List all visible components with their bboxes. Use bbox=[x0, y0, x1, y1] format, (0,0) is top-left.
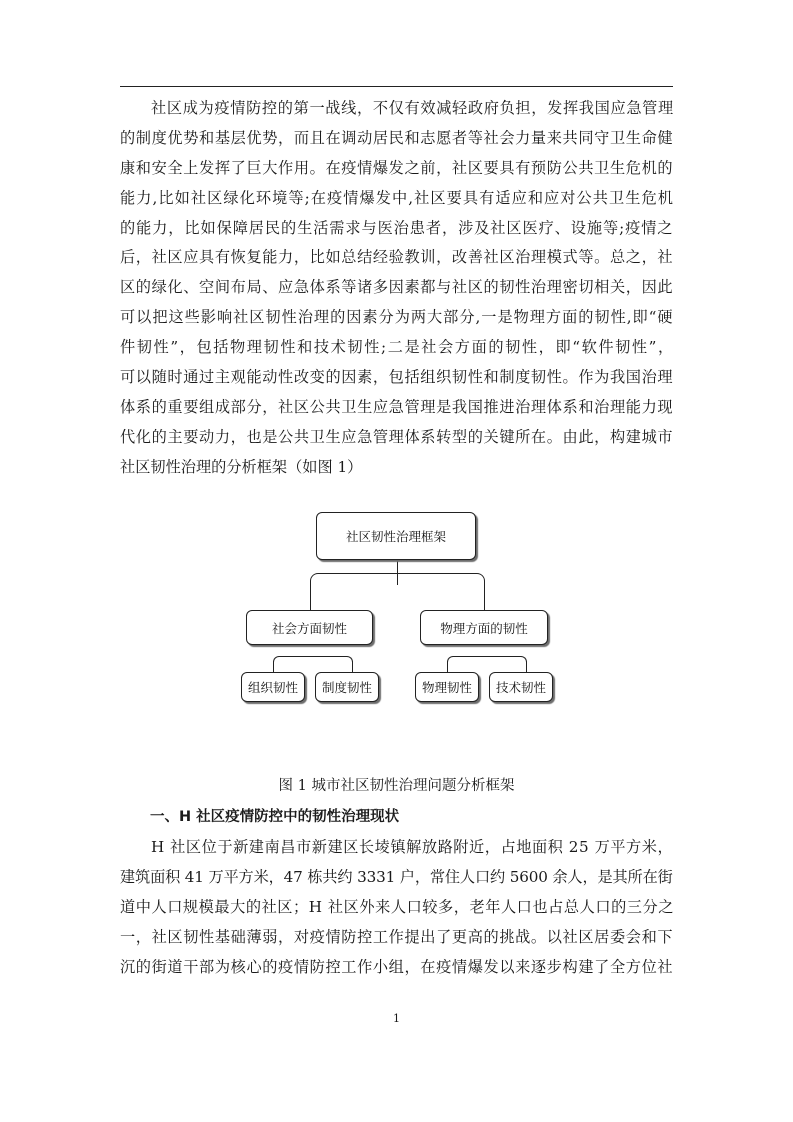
diagram-leaf-technical: 技术韧性 bbox=[489, 672, 553, 702]
diagram-leaf-physical: 物理韧性 bbox=[415, 672, 479, 702]
text-line: 康和安全上发挥了巨大作用。在疫情爆发之前，社区要具有预防公共卫生危机的 bbox=[120, 158, 674, 177]
framework-diagram bbox=[237, 512, 557, 707]
text-line: 一，社区韧性基础薄弱，对疫情防控工作提出了更高的挑战。以社区居委会和下 bbox=[120, 927, 674, 946]
text-line: 的制度优势和基层优势，而且在调动居民和志愿者等社会力量来共同守卫生命健 bbox=[120, 128, 674, 147]
text-line: 体系的重要组成部分，社区公共卫生应急管理是我国推进治理体系和治理能力现 bbox=[120, 397, 674, 416]
text-line: 建筑面积 41 万平方米，47 栋共约 3331 户，常住人口约 5600 余人，是其所在街 bbox=[120, 867, 673, 886]
connector-branch-bracket bbox=[310, 573, 485, 611]
text-line: 社区成为疫情防控的第一战线，不仅有效减轻政府负担，发挥我国应急管理 bbox=[151, 99, 674, 117]
text-line: 沉的街道干部为核心的疫情防控工作小组，在疫情爆发以来逐步构建了全方位社 bbox=[120, 957, 674, 976]
figure-caption: 图 1 城市社区韧性治理问题分析框架 bbox=[278, 778, 515, 794]
text-line: 件韧性”，包括物理韧性和技术韧性;二是社会方面的韧性，即“软件韧性”， bbox=[120, 338, 675, 357]
connector-right-bracket bbox=[447, 656, 527, 672]
text-line: 可以随时通过主观能动性改变的因素，包括组织韧性和制度韧性。作为我国治理 bbox=[120, 368, 674, 387]
text-line: 能力,比如社区绿化环境等;在疫情爆发中,社区要具有适应和应对公共卫生危机 bbox=[120, 188, 675, 207]
text-line: 社区韧性治理的分析框架（如图 1） bbox=[120, 457, 363, 476]
text-line: 道中人口规模最大的社区；H 社区外来人口较多，老年人口也占总人口的三分之 bbox=[120, 897, 674, 916]
text-line: 区的绿化、空间布局、应急体系等诸多因素都与社区的韧性治理密切相关，因此 bbox=[120, 278, 674, 297]
diagram-leaf-institution: 制度韧性 bbox=[315, 672, 379, 702]
text-line: H 社区位于新建南昌市新建区长堎镇解放路附近，占地面积 25 万平方米， bbox=[151, 838, 674, 856]
text-line: 的能力，比如保障居民的生活需求与医治患者，涉及社区医疗、设施等;疫情之 bbox=[120, 218, 674, 237]
page-number: 1 bbox=[393, 1012, 400, 1025]
diagram-root-node: 社区韧性治理框架 bbox=[316, 512, 476, 560]
text-line: 可以把这些影响社区韧性治理的因素分为两大部分,一是物理方面的韧性,即“硬 bbox=[120, 308, 674, 327]
body-paragraph-2 bbox=[120, 833, 673, 982]
text-line: 代化的主要动力，也是公共卫生应急管理体系转型的关键所在。由此，构建城市 bbox=[120, 427, 674, 446]
diagram-leaf-organization: 组织韧性 bbox=[241, 672, 305, 702]
header-rule bbox=[120, 86, 673, 87]
text-line: 后，社区应具有恢复能力，比如总结经验教训，改善社区治理模式等。总之，社 bbox=[120, 248, 674, 267]
section-heading: 一、H 社区疫情防控中的韧性治理现状 bbox=[150, 809, 400, 825]
body-paragraph-1 bbox=[120, 94, 673, 483]
diagram-node-social-resilience: 社会方面韧性 bbox=[246, 610, 373, 645]
diagram-node-physical-resilience: 物理方面的韧性 bbox=[420, 610, 548, 645]
connector-left-bracket bbox=[273, 656, 353, 672]
